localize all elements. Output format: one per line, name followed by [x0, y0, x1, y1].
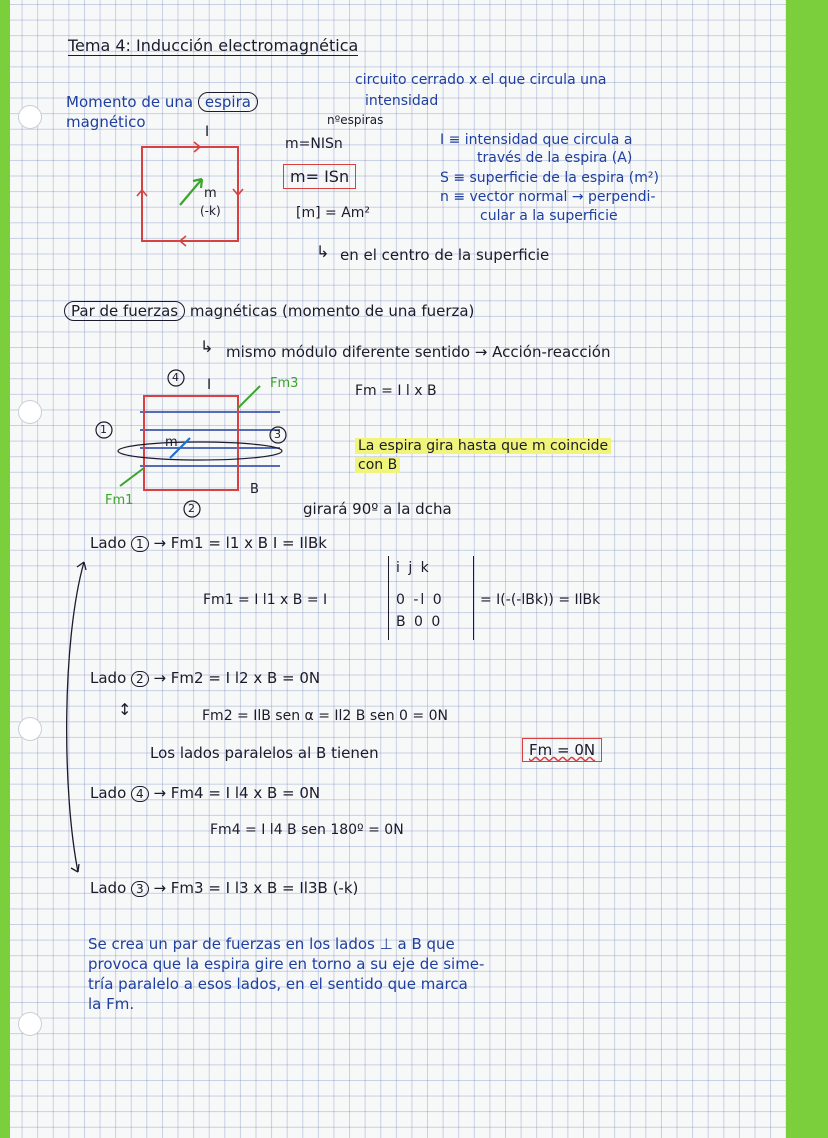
m-vector-icon: [180, 179, 202, 205]
def-I-1: I ≡ intensidad que circula a: [440, 132, 633, 148]
formula-Fm: Fm = I l x B: [355, 383, 437, 399]
note-modulo: mismo módulo diferente sentido → Acción-reacción: [226, 343, 611, 361]
diagram2-label-m: m: [165, 435, 178, 450]
lado1-row: [90, 534, 327, 552]
heading-word-espira: espira: [198, 92, 258, 112]
binder-hole: [18, 400, 42, 424]
side-number-2: 2: [188, 502, 195, 515]
heading-word: Momento: [66, 93, 137, 111]
note-girara: girará 90º a la dcha: [303, 500, 452, 518]
section-heading-momento-line2: magnético: [66, 113, 146, 131]
arrow-icon: ↳: [316, 242, 330, 261]
lado1-eq2-left: Fm1 = I l1 x B = I: [203, 592, 328, 608]
paper-edge-right: [786, 0, 828, 1138]
binder-hole: [18, 717, 42, 741]
connector-path: [67, 562, 84, 872]
diagram-label-I: I: [205, 124, 210, 140]
binder-hole: [18, 1012, 42, 1036]
note-espiras: nºespiras: [327, 113, 384, 127]
note-gira: [355, 438, 611, 454]
lado1-equation: → Fm1 = l1 x B I = IlBk: [153, 534, 327, 552]
double-arrow-icon: ↕: [118, 700, 132, 719]
paper-edge-left: [0, 0, 10, 1138]
lado-label: Lado: [90, 784, 127, 802]
loop-diagram-momento: [130, 135, 250, 250]
diagram2-label-Fm1: Fm1: [105, 493, 134, 508]
def-S: S ≡ superficie de la espira (m²): [440, 170, 659, 186]
def-n-2: cular a la superficie: [480, 208, 618, 224]
lado4-row: [90, 784, 320, 802]
lado2-equation: → Fm2 = I l2 x B = 0N: [153, 669, 321, 687]
formula-units: [m] = Am²: [296, 205, 371, 221]
matrix-row3: B 0 0: [396, 614, 443, 630]
matrix-row2: 0 -l 0: [396, 592, 444, 608]
heading-word: de: [141, 93, 161, 111]
conclusion-line4: la Fm.: [88, 995, 135, 1013]
diagram-label-k: (-k): [200, 204, 221, 218]
Fm3-vector-icon: [238, 386, 260, 408]
lado-number: 3: [131, 881, 149, 897]
page-title: Tema 4: Inducción electromagnética: [68, 36, 359, 55]
note-boxed-text: Fm = 0N: [529, 741, 596, 759]
note-gira2: [355, 457, 400, 473]
rotation-axis-ellipse: [118, 442, 282, 460]
side-number-4: 4: [172, 371, 179, 384]
note-gira-text: La espira gira hasta que m coincide: [355, 438, 611, 454]
note-centro: en el centro de la superficie: [340, 246, 550, 264]
heading-par-boxed: Par de fuerzas: [64, 301, 185, 321]
lado-number: 4: [131, 786, 149, 802]
diagram-label-m: m: [204, 186, 217, 201]
lado-label: Lado: [90, 534, 127, 552]
diagram2-label-Fm3: Fm3: [270, 376, 299, 391]
note-intensidad: intensidad: [365, 93, 439, 109]
note-boxed-Fm0: [522, 738, 602, 762]
lado1-eq2-right: = I(-(-lBk)) = IlBk: [480, 592, 601, 608]
def-n-1: n ≡ vector normal → perpendi-: [440, 189, 656, 205]
diagram2-label-I: I: [207, 377, 212, 393]
note-paralelos: Los lados paralelos al B tienen: [150, 744, 379, 762]
matrix-bar-right: [473, 556, 474, 640]
lado-number: 2: [131, 671, 149, 687]
lado-label: Lado: [90, 669, 127, 687]
lado3-row: [90, 879, 358, 897]
connector-curve: [62, 560, 102, 880]
lado2-row: [90, 669, 320, 687]
def-I-2: través de la espira (A): [477, 150, 633, 166]
heading-par-rest: magnéticas (momento de una fuerza): [189, 302, 475, 320]
matrix-bar-left: [388, 556, 389, 640]
conclusion-line3: tría paralelo a esos lados, en el sentido que marca: [88, 975, 468, 993]
lado4-eq2: Fm4 = I l4 B sen 180º = 0N: [210, 822, 404, 838]
Fm1-vector-icon: [120, 468, 144, 486]
binder-hole: [18, 105, 42, 129]
lado2-eq2: Fm2 = IlB sen α = Il2 B sen 0 = 0N: [202, 708, 448, 724]
heading-word: una: [164, 93, 194, 111]
lado4-equation: → Fm4 = I l4 x B = 0N: [153, 784, 321, 802]
note-circuito: circuito cerrado x el que circula una: [355, 72, 607, 88]
diagram2-label-B: B: [250, 482, 259, 497]
formula-m: m=NISn: [285, 136, 343, 152]
section-heading-par: [64, 302, 474, 320]
arrow-icon: ↳: [200, 337, 214, 356]
side-number-1: 1: [100, 423, 107, 436]
conclusion-line2: provoca que la espira gire en torno a su eje de sime-: [88, 955, 485, 973]
matrix-header: i j k: [396, 560, 431, 576]
formula-boxed: m= ISn: [283, 164, 356, 189]
arrowhead-icon: [77, 562, 86, 570]
lado-label: Lado: [90, 879, 127, 897]
side-number-3: 3: [274, 428, 281, 441]
lado-number: 1: [131, 536, 149, 552]
section-heading-momento: [66, 93, 258, 111]
note-gira2-text: con B: [355, 457, 400, 473]
lado3-equation: → Fm3 = I l3 x B = Il3B (-k): [153, 879, 359, 897]
conclusion-line1: Se crea un par de fuerzas en los lados ⊥ a B que: [88, 935, 455, 953]
